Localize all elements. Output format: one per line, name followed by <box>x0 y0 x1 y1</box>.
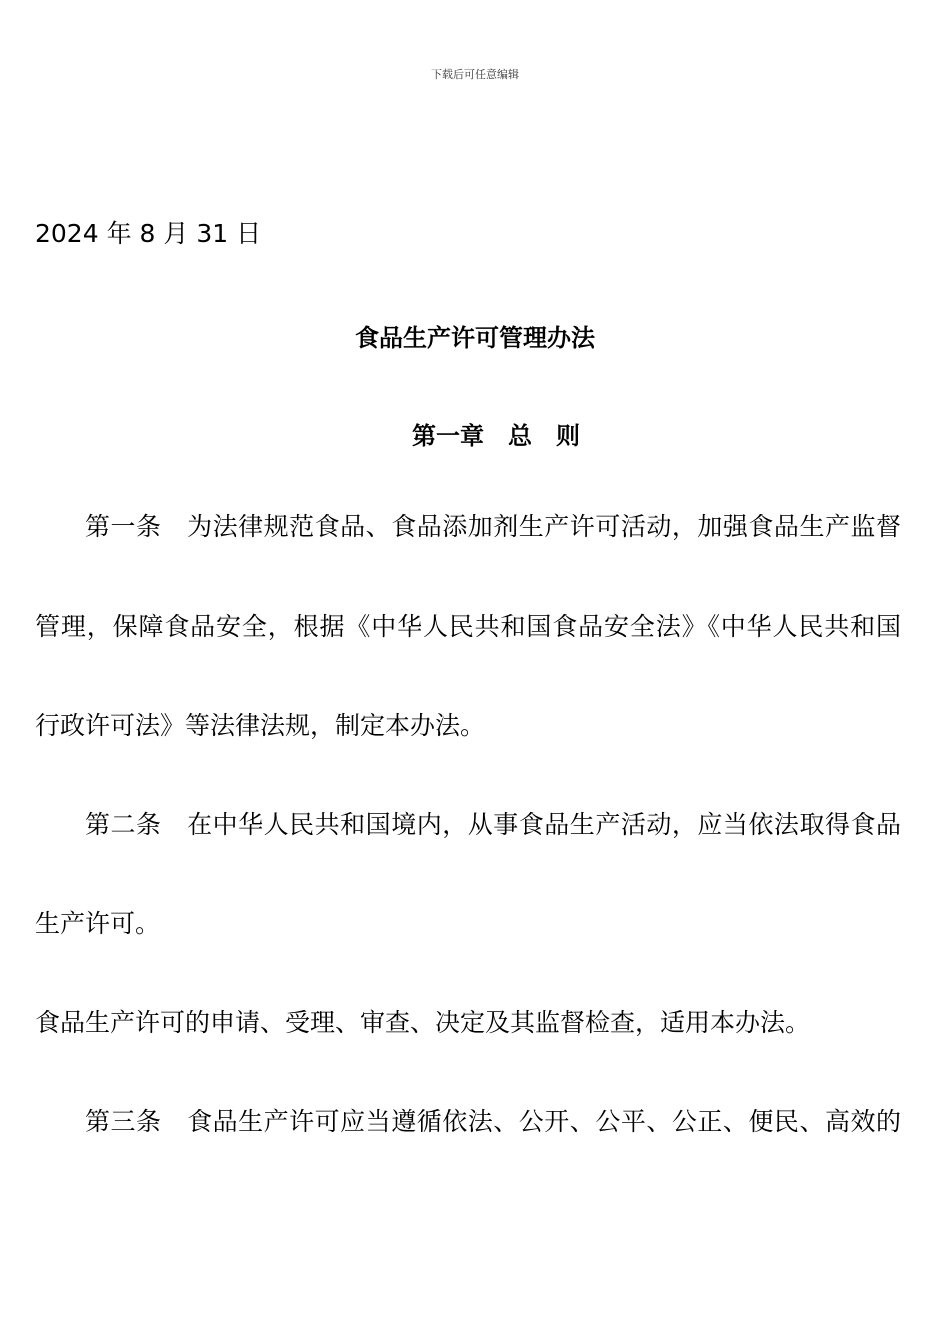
article-2-line-1: 第二条 在中华人民共和国境内，从事食品生产活动，应当依法取得食品 <box>85 810 901 839</box>
article-3-line-1: 第三条 食品生产许可应当遵循依法、公开、公平、公正、便民、高效的 <box>85 1107 901 1136</box>
chapter-heading: 第一章 总 则 <box>412 421 580 450</box>
article-1-line-2: 管理，保障食品安全，根据《中华人民共和国食品安全法》《中华人民共和国 <box>35 612 901 641</box>
article-1-line-1: 第一条 为法律规范食品、食品添加剂生产许可活动，加强食品生产监督 <box>85 512 901 541</box>
article-1-line-3: 行政许可法》等法律法规，制定本办法。 <box>35 711 486 740</box>
document-title: 食品生产许可管理办法 <box>355 323 595 352</box>
header-note: 下载后可任意编辑 <box>431 68 519 81</box>
article-2-line-2: 生产许可。 <box>35 909 161 938</box>
article-2-line-3: 食品生产许可的申请、受理、审查、决定及其监督检查，适用本办法。 <box>35 1008 811 1037</box>
document-date: 2024 年 8 月 31 日 <box>35 219 262 248</box>
